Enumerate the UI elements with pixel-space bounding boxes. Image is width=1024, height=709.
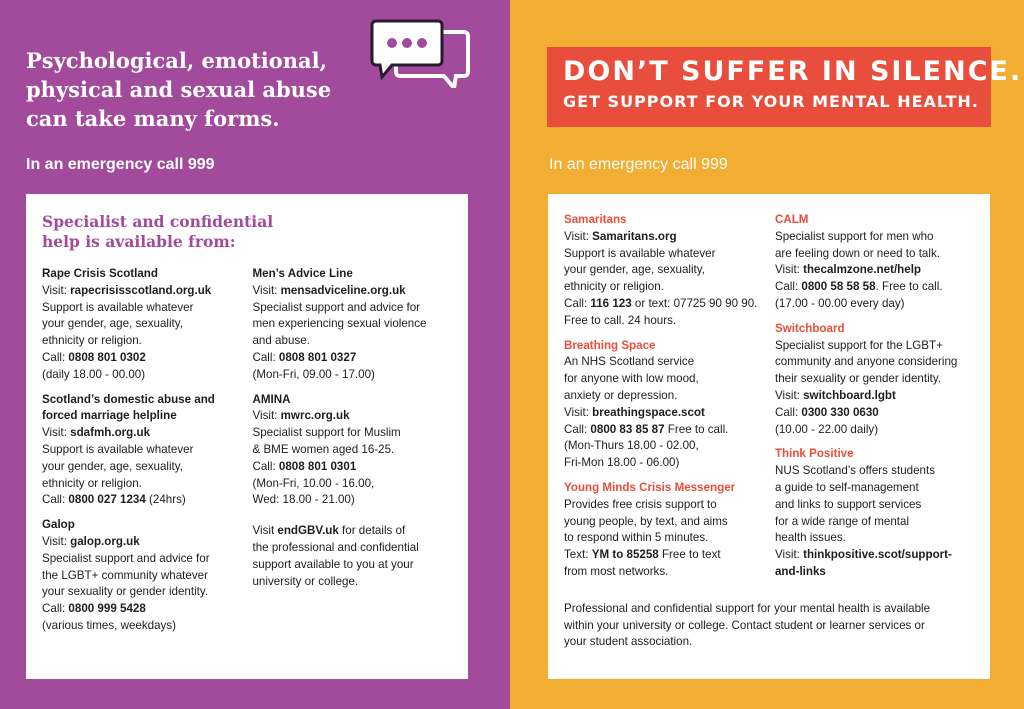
entry-text: Support is available whatever [42, 300, 194, 314]
website-link[interactable]: mwrc.org.uk [280, 409, 350, 423]
entry-text: . Free to call. [875, 280, 943, 294]
hours-text: (Mon-Thurs 18.00 - 02.00, [564, 439, 699, 453]
entry-text: Specialist support and advice for [252, 300, 421, 314]
phone-number[interactable]: 0300 330 0630 [801, 405, 879, 419]
entry-text: young people, by text, and aims [564, 514, 728, 528]
call-label: Call: [774, 280, 802, 294]
entry-text: Specialist support for men who [774, 229, 934, 243]
call-label: Call: [42, 350, 69, 364]
website-link[interactable]: Samaritans.org [592, 229, 677, 243]
entry-text: the professional and confidential [252, 540, 419, 554]
phone-number[interactable]: 116 123 [590, 296, 632, 310]
hours-text: (various times, weekdays) [42, 618, 177, 632]
rape-crisis-entry [42, 266, 252, 384]
entry-text: NUS Scotland’s offers students [774, 464, 936, 478]
entry-text: Free to call. [664, 422, 729, 436]
entry-text: are feeling down or need to talk. [774, 246, 940, 260]
website-link[interactable]: rapecrisisscotland.org.uk [70, 283, 212, 297]
emergency-call-left: In an emergency call 999 [26, 156, 215, 173]
entry-text: their sexuality or gender identity. [774, 372, 942, 386]
phone-number[interactable]: 0800 58 58 58 [801, 280, 876, 294]
entry-title: Galop [42, 518, 75, 532]
website-link[interactable]: thecalmzone.net/help [803, 263, 921, 277]
entry-text: & BME women aged 16-25. [252, 442, 395, 456]
entry-title: CALM [774, 213, 809, 226]
entry-text: ethnicity or religion. [42, 476, 142, 490]
entry-title: Scotland’s domestic abuse and [42, 392, 215, 406]
phone-number[interactable]: 0808 801 0301 [278, 459, 357, 473]
website-link[interactable]: breathingspace.scot [592, 405, 705, 419]
think-positive-entry [775, 446, 974, 580]
visit-label: Visit: [42, 283, 71, 297]
visit-label: Visit: [42, 534, 71, 548]
card-heading-line: help is available from: [42, 232, 236, 251]
entry-title: forced marriage helpline [42, 409, 177, 423]
calm-entry [775, 212, 974, 313]
right-column-b [775, 212, 974, 589]
entry-text: support available to you at your [252, 557, 414, 571]
entry-title: AMINA [252, 392, 291, 406]
footer-line: Professional and confidential support for your mental health is available [564, 601, 931, 615]
website-link[interactable]: and-links [774, 564, 826, 578]
visit-label: Visit: [774, 263, 804, 277]
entry-title: Breathing Space [564, 338, 656, 352]
entry-text: or text: 07725 90 90 90. [631, 296, 758, 310]
call-label: Call: [42, 602, 69, 616]
phone-number[interactable]: 0800 027 1234 [68, 493, 146, 507]
entry-text: anxiety or depression. [564, 388, 678, 402]
hours-text: (daily 18.00 - 00.00) [42, 367, 146, 381]
footer-line: within your university or college. Contact student or learner services or [564, 618, 925, 632]
headline-line: Psychological, emotional, [26, 48, 327, 73]
card-heading-line: Specialist and confidential [42, 212, 274, 231]
banner-line-2: GET SUPPORT FOR YOUR MENTAL HEALTH. [563, 92, 979, 111]
hours-text: Fri-Mon 18.00 - 06.00) [564, 456, 680, 470]
visit-label: Visit: [774, 388, 804, 402]
switchboard-entry [775, 321, 974, 439]
hours-text: (Mon-Fri, 10.00 - 16.00, [252, 476, 375, 490]
website-link[interactable]: thinkpositive.scot/support- [803, 548, 952, 562]
hours-text: (24hrs) [145, 493, 186, 507]
amina-entry [252, 392, 452, 510]
entry-text: Specialist support for the LGBT+ [774, 338, 943, 352]
visit-label: Visit: [252, 283, 281, 297]
entry-text: the LGBT+ community whatever [42, 568, 208, 582]
entry-text: for a wide range of mental [774, 514, 910, 528]
entry-text: ethnicity or religion. [42, 334, 142, 348]
call-label: Call: [42, 493, 69, 507]
galop-entry [42, 517, 252, 635]
young-minds-entry [564, 480, 775, 581]
entry-text: and links to support services [774, 497, 922, 511]
entry-text: Support is available whatever [564, 246, 716, 260]
call-label: Call: [564, 422, 591, 436]
entry-text: for details of [338, 524, 406, 538]
footer-note [564, 601, 974, 651]
abuse-help-card [26, 194, 468, 679]
visit-label: Visit: [564, 229, 593, 243]
phone-number[interactable]: 0808 801 0302 [68, 350, 146, 364]
entry-text: Support is available whatever [42, 442, 194, 456]
dont-suffer-banner [547, 47, 1023, 127]
hours-text: Free to call. 24 hours. [564, 313, 677, 327]
visit-label: Visit [252, 524, 278, 538]
sdafmh-entry [42, 392, 252, 510]
entry-text: Provides free crisis support to [564, 497, 717, 511]
entry-text: for anyone with low mood, [564, 372, 699, 386]
phone-number[interactable]: 0808 801 0327 [278, 350, 357, 364]
entry-text: your sexuality or gender identity. [42, 585, 209, 599]
emergency-call-right: In an emergency call 999 [549, 156, 728, 173]
visit-label: Visit: [774, 548, 804, 562]
entry-text: community and anyone considering [774, 355, 958, 369]
visit-label: Visit: [42, 426, 71, 440]
right-column-a [564, 212, 775, 589]
text-label: Text: [564, 548, 592, 562]
hours-text: (17.00 - 00.00 every day) [774, 296, 905, 310]
headline-line: can take many forms. [26, 106, 280, 131]
text-code[interactable]: YM to 85258 [591, 548, 659, 562]
samaritans-entry [564, 212, 775, 330]
website-link[interactable]: endGBV.uk [277, 524, 339, 538]
entry-text: and abuse. [252, 334, 310, 348]
call-label: Call: [774, 405, 802, 419]
entry-text: to respond within 5 minutes. [564, 531, 709, 545]
hours-text: (Mon-Fri, 09.00 - 17.00) [252, 367, 375, 381]
phone-number[interactable]: 0800 999 5428 [68, 602, 146, 616]
left-column-b [252, 266, 452, 643]
visit-label: Visit: [252, 409, 281, 423]
abuse-headline [26, 46, 376, 133]
endgbv-entry [252, 523, 452, 590]
entry-title: Samaritans [564, 213, 627, 226]
entry-text: your gender, age, sexuality, [42, 459, 183, 473]
visit-label: Visit: [564, 405, 593, 419]
call-label: Call: [252, 459, 279, 473]
entry-text: your gender, age, sexuality, [42, 317, 183, 331]
call-label: Call: [564, 296, 591, 310]
mental-health-card [548, 194, 990, 679]
entry-text: a guide to self-management [774, 480, 919, 494]
entry-title: Think Positive [774, 447, 854, 461]
left-column-a [42, 266, 252, 643]
hours-text: Wed: 18.00 - 21.00) [252, 493, 355, 507]
entry-text: Free to text [658, 548, 721, 562]
footer-line: your student association. [564, 635, 693, 649]
entry-title: Rape Crisis Scotland [42, 267, 158, 280]
phone-number[interactable]: 0800 83 85 87 [590, 422, 665, 436]
website-link[interactable]: galop.org.uk [70, 534, 140, 548]
call-label: Call: [252, 350, 279, 364]
chat-bubbles-icon [370, 18, 470, 88]
entry-text: university or college. [252, 574, 359, 588]
breathing-space-entry [564, 338, 775, 472]
entry-text: your gender, age, sexuality, [564, 263, 705, 277]
entry-title: Men’s Advice Line [252, 267, 353, 280]
entry-title: Switchboard [774, 321, 845, 335]
headline-line: physical and sexual abuse [26, 77, 332, 102]
hours-text: (10.00 - 22.00 daily) [774, 422, 879, 436]
entry-text: Specialist support for Muslim [252, 426, 401, 440]
entry-text: An NHS Scotland service [564, 355, 695, 369]
entry-text: Specialist support and advice for [42, 551, 210, 565]
mens-advice-entry [252, 266, 452, 384]
entry-text: ethnicity or religion. [564, 280, 664, 294]
entry-text: from most networks. [564, 564, 669, 578]
banner-line-1: DON’T SUFFER IN SILENCE. [563, 56, 1023, 87]
website-link[interactable]: switchboard.lgbt [803, 388, 896, 402]
entry-title: Young Minds Crisis Messenger [564, 480, 736, 494]
website-link[interactable]: mensadviceline.org.uk [280, 283, 406, 297]
card-heading [42, 212, 452, 252]
entry-text: men experiencing sexual violence [252, 317, 427, 331]
entry-text: health issues. [774, 531, 846, 545]
website-link[interactable]: sdafmh.org.uk [70, 426, 151, 440]
